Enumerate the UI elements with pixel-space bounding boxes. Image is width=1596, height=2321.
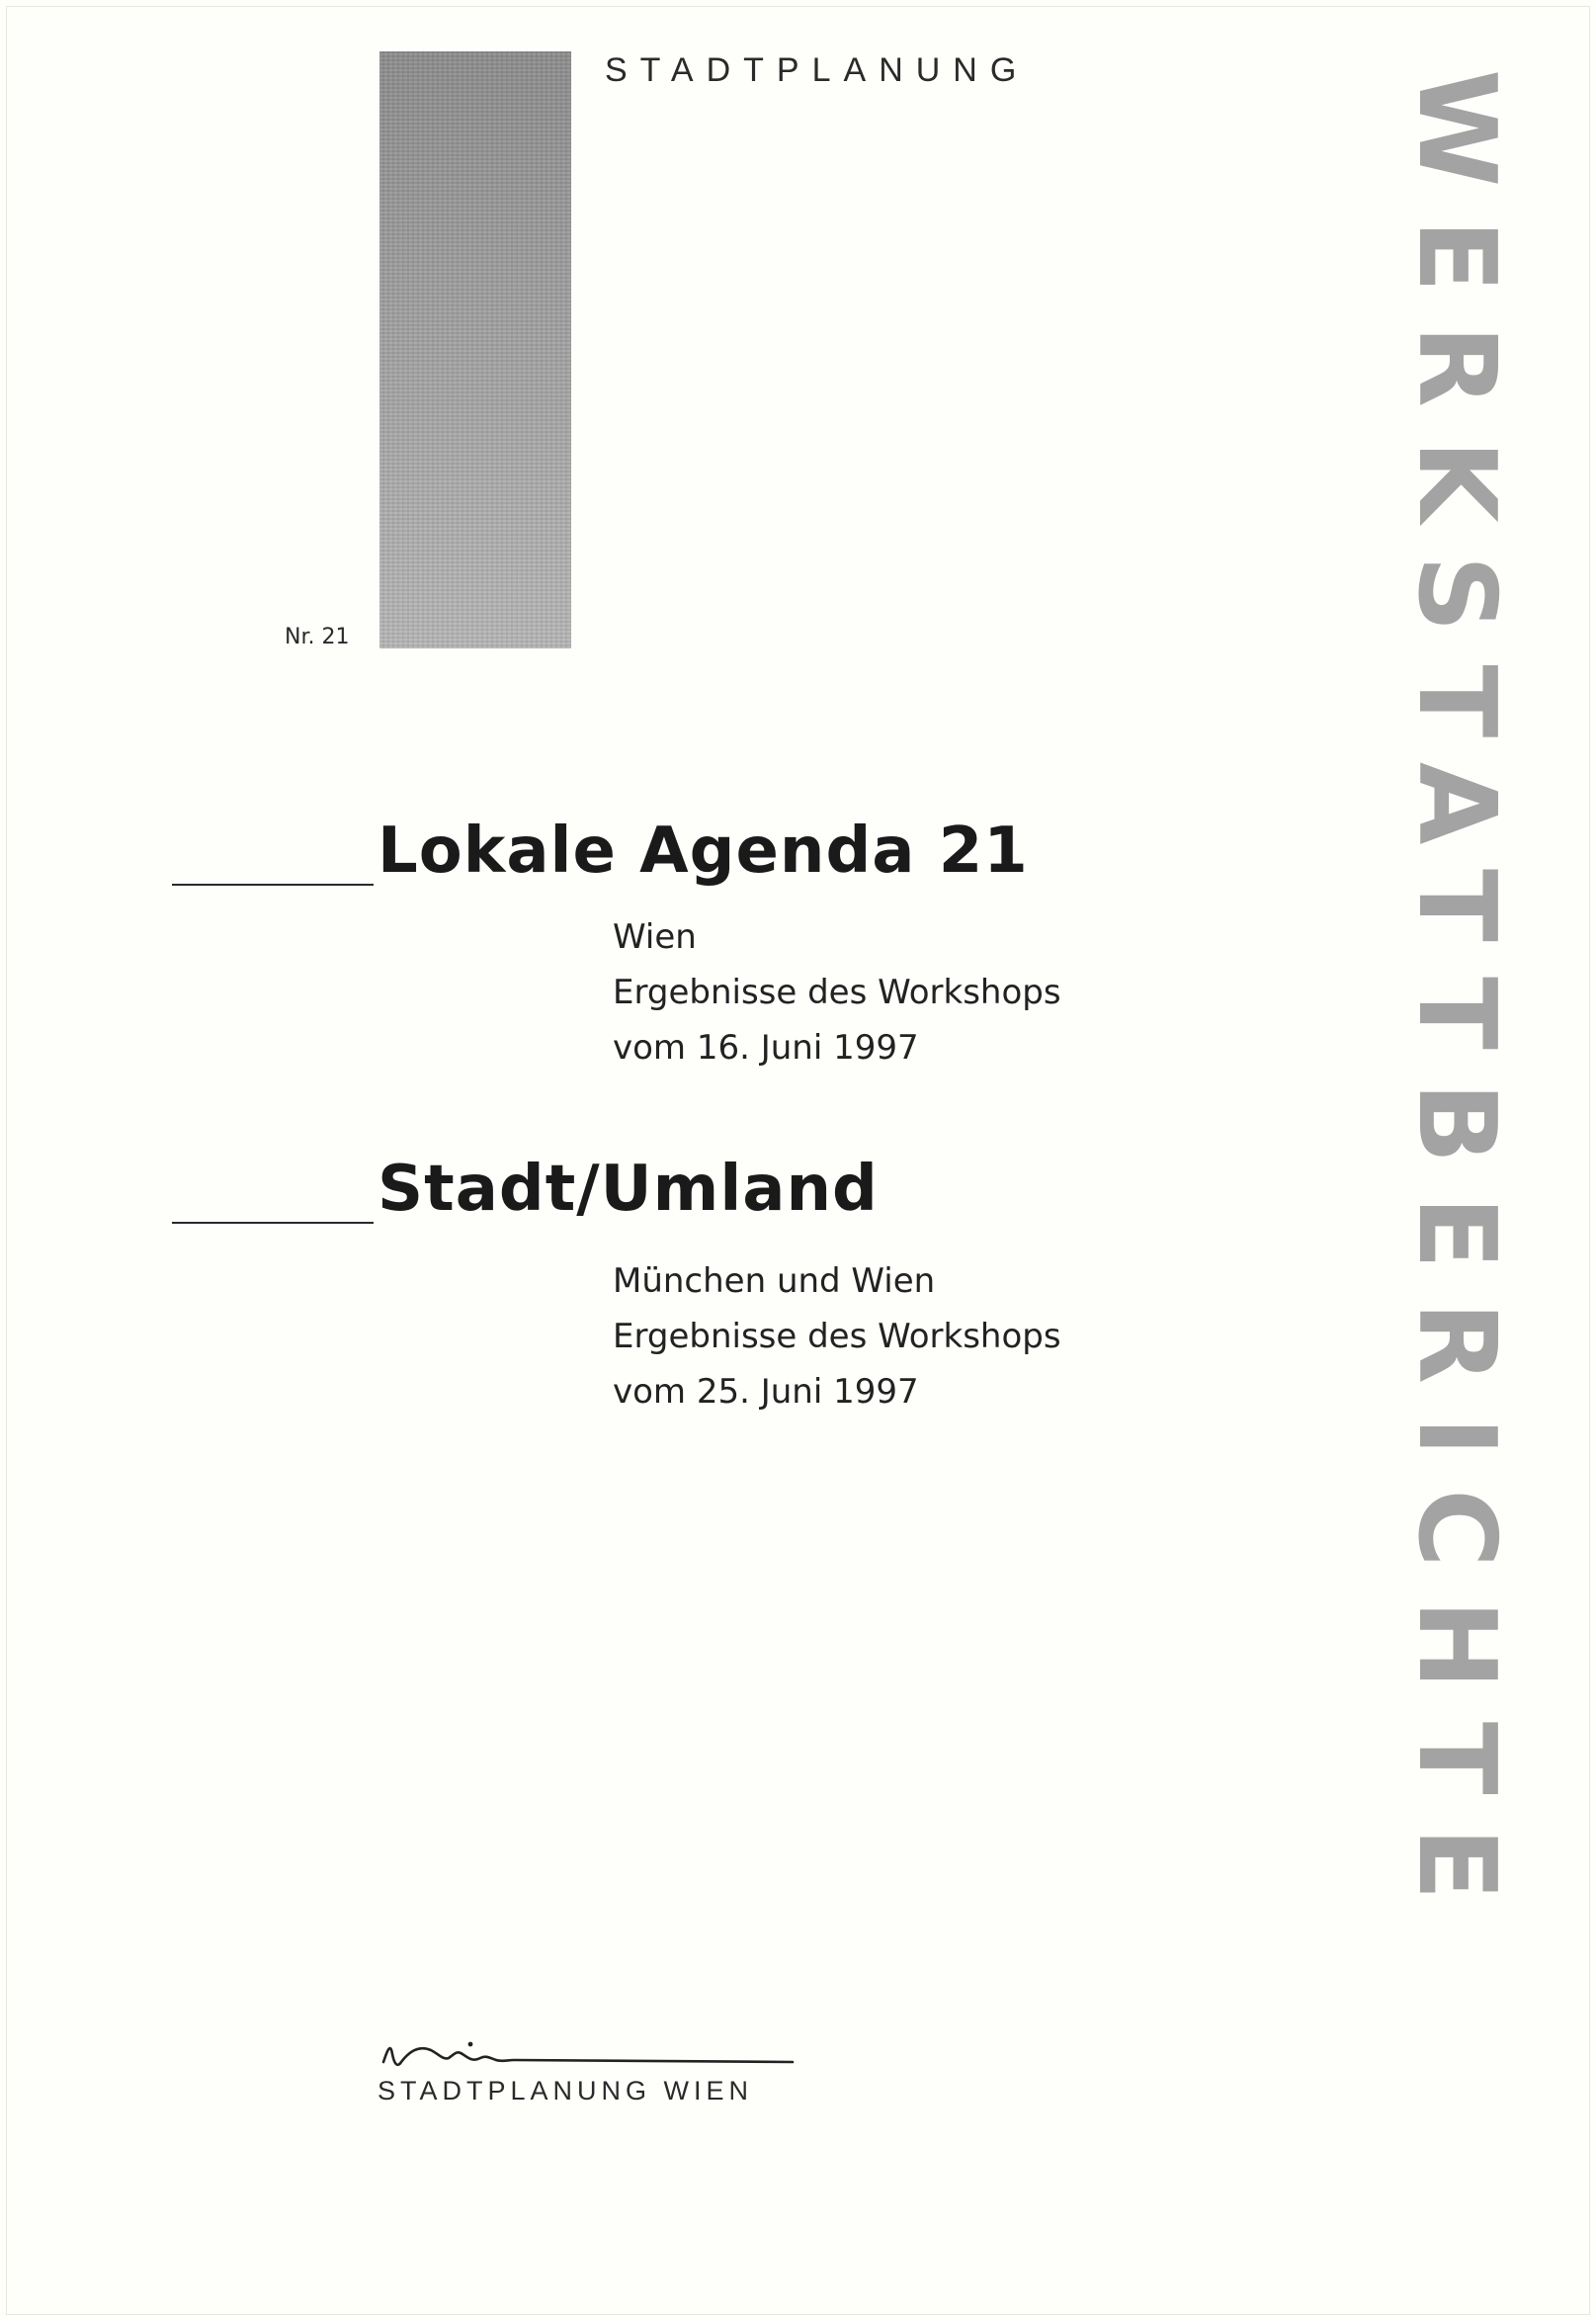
vertical-series-title [1394, 69, 1518, 2234]
series-header: STADTPLANUNG [605, 51, 1030, 89]
title-rule [172, 884, 374, 886]
section-line: Wien [613, 917, 697, 957]
section-title: Lokale Agenda 21 [378, 815, 1029, 888]
signature-mark [378, 2028, 802, 2078]
section-title: Stadt/Umland [378, 1153, 879, 1226]
section-line: vom 16. Juni 1997 [613, 1028, 919, 1068]
section-details [613, 909, 1061, 1075]
city-logo [378, 2028, 802, 2117]
decorative-grey-block [379, 51, 571, 648]
issue-number: Nr. 21 [285, 625, 350, 649]
section-line: vom 25. Juni 1997 [613, 1372, 919, 1412]
section-line: Ergebnisse des Workshops [613, 973, 1061, 1012]
section-line: Ergebnisse des Workshops [613, 1317, 1061, 1356]
section-details [613, 1253, 1061, 1419]
vertical-series-title-text: WERKSTATTBERICHTE [1394, 69, 1518, 1934]
title-rule [172, 1222, 374, 1224]
section-line: München und Wien [613, 1261, 936, 1301]
logo-text: STADTPLANUNG WIEN [378, 2076, 754, 2106]
